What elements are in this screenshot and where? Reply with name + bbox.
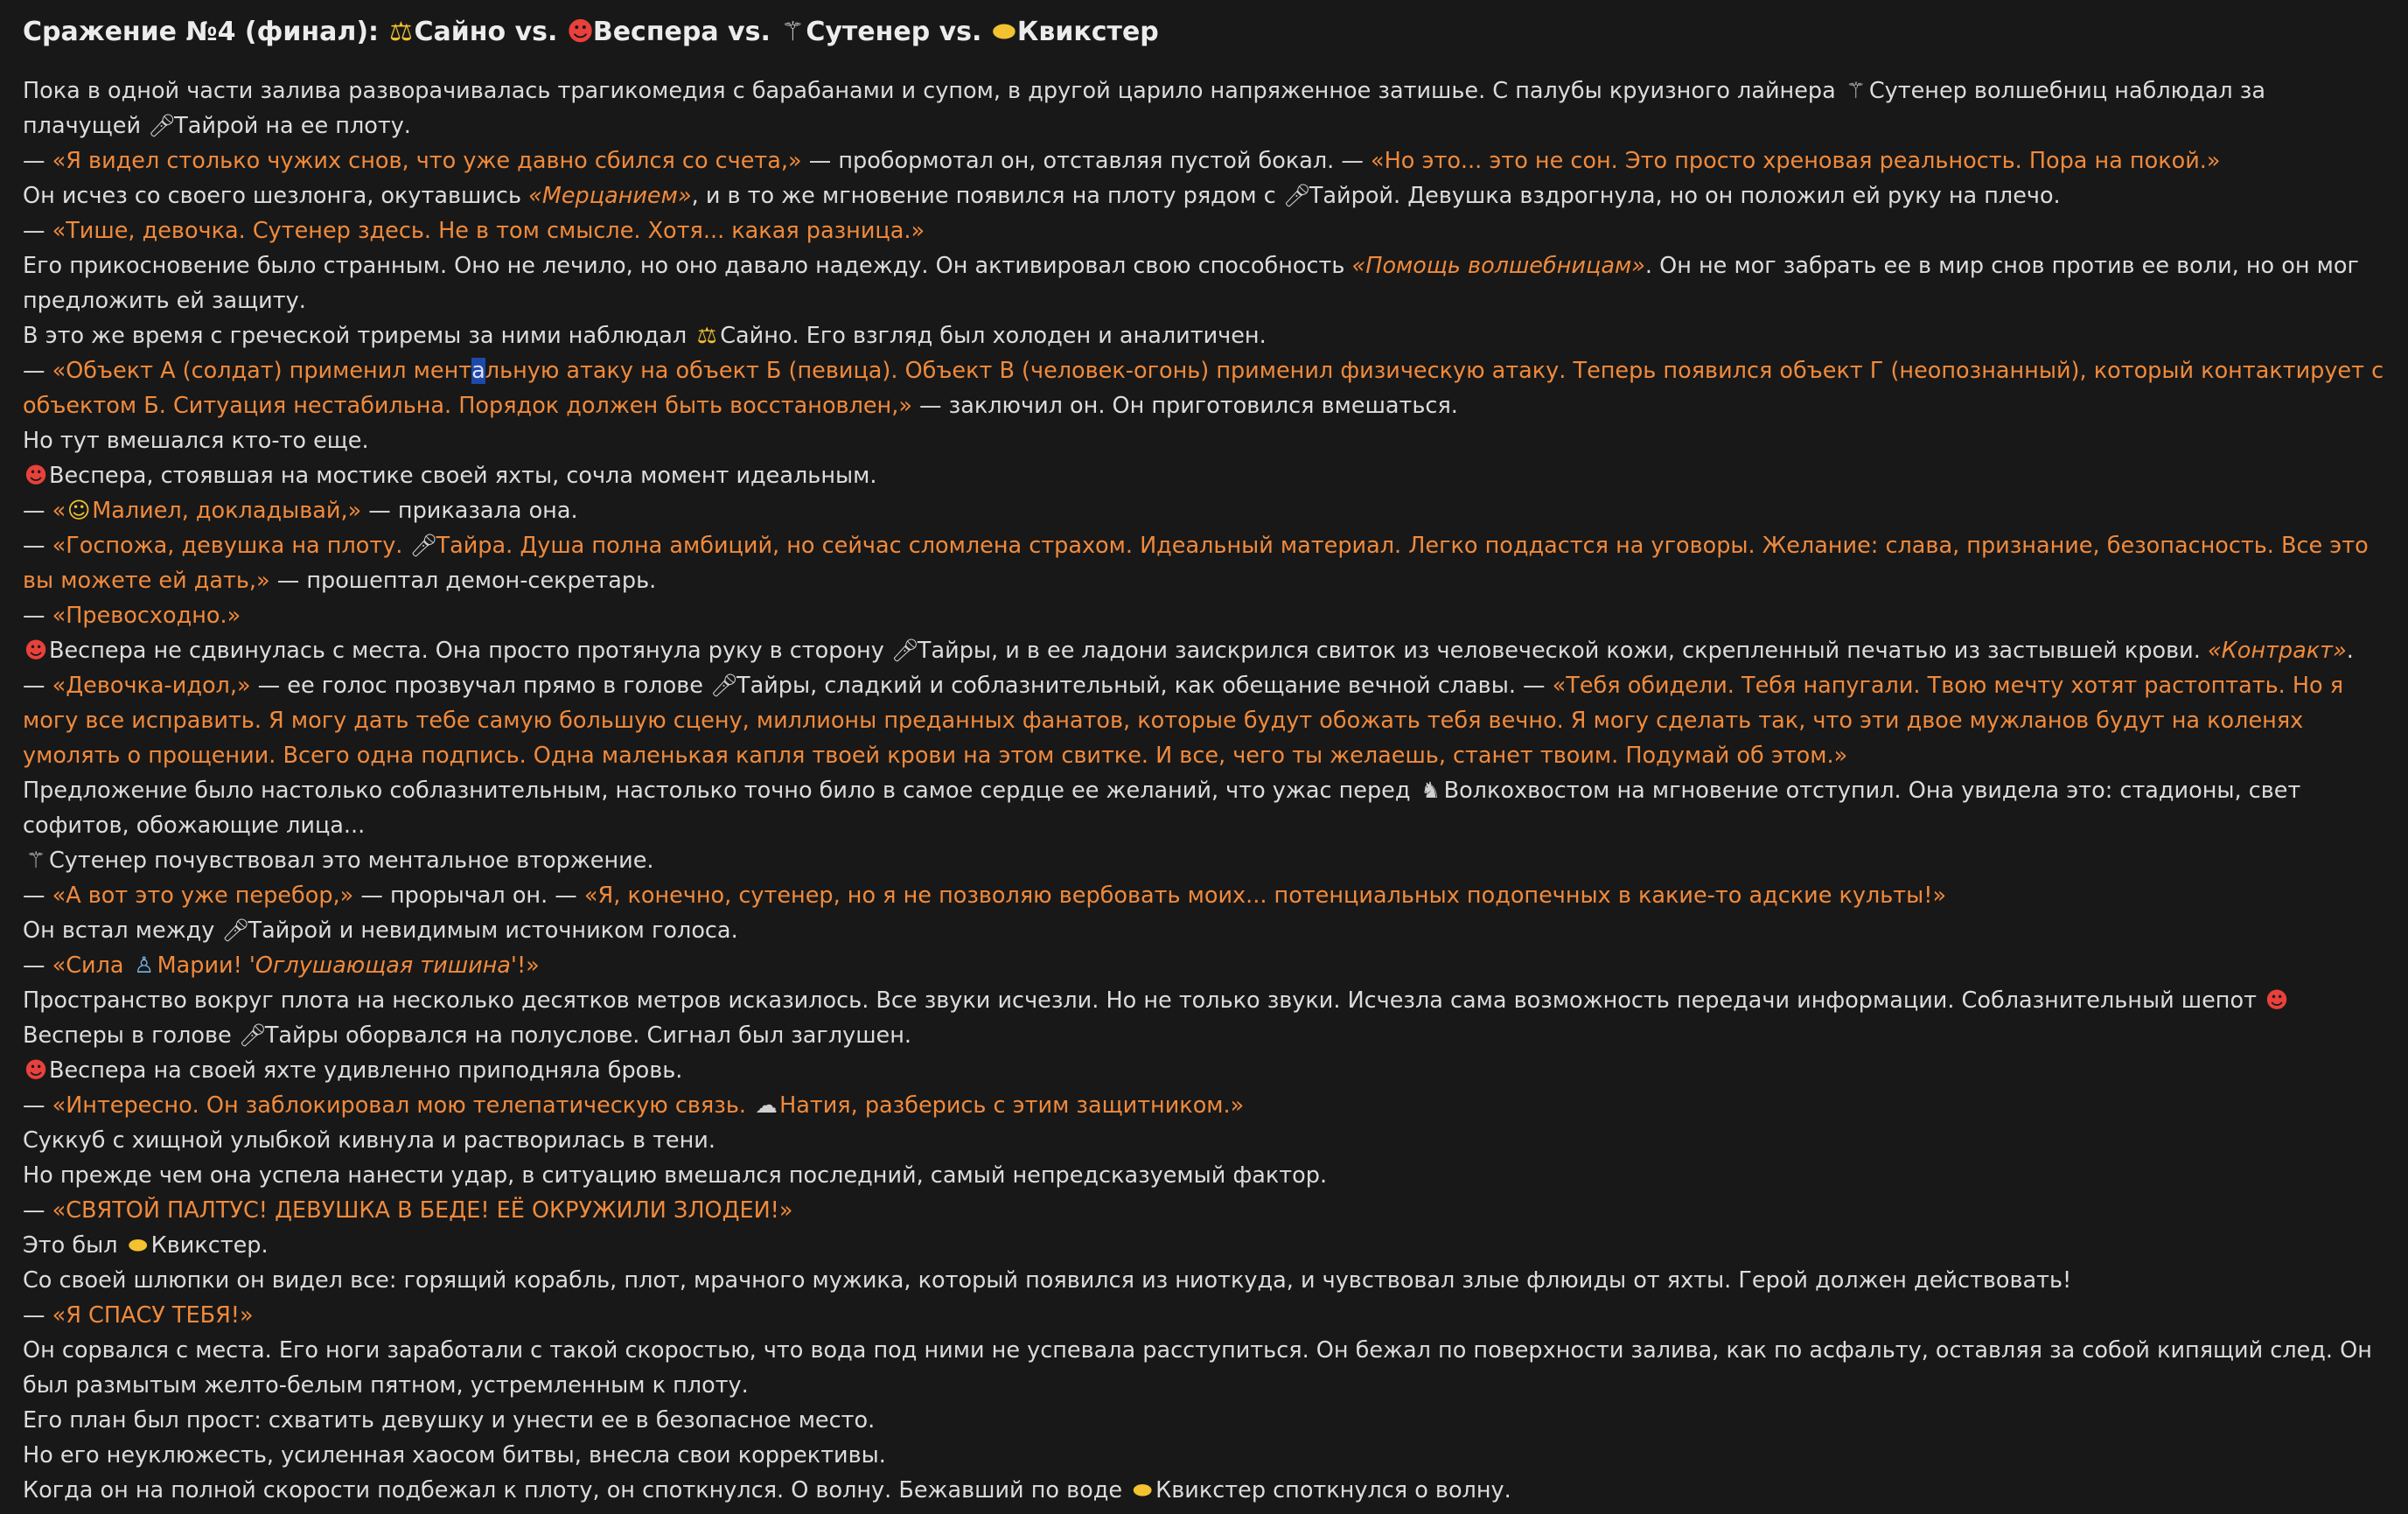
text-selection[interactable]: а — [471, 358, 485, 384]
scales-icon: ⚖ — [696, 323, 717, 349]
microphone-icon: 🎤︎ — [409, 533, 438, 559]
devil-face-icon: ☻ — [566, 17, 595, 47]
yellow-pill-icon: ⬬ — [128, 1232, 148, 1259]
paragraph-14: — «Девочка-идол,» — ее голос прозвучал прямо в голове 🎤︎Тайры, сладкий и соблазнительный, как обещание вечной славы. — «Тебя обидели. Тебя напугали. Твою мечту хотят растоптать. Но я могу все исправить. Я могу дать тебе самую большую сцену, миллионы преданных фанатов, которые будут обожать тебя вечно. Я могу сделать так, что эти двое мужланов будут на коленях умолять о прощении. Всего одна подпись. Одна маленькая капля твоей крови на этом свитке. И все, чего ты желаешь, станет твоим. Подумай об этом.» — [23, 668, 2385, 773]
paragraph-6: В это же время с греческой триремы за ними наблюдал ⚖ Сайно. Его взгляд был холоден и аналитичен. — [23, 318, 2385, 353]
paragraph-3: Он исчез со своего шезлонга, окутавшись «Мерцанием», и в то же мгновение появился на плоту рядом с 🎤︎Тайрой. Девушка вздрогнула, но он положил ей руку на плечо. — [23, 178, 2385, 213]
microphone-icon: 🎤︎ — [890, 638, 920, 664]
paragraph-24: Но прежде чем она успела нанести удар, в ситуацию вмешался последний, самый непредсказуемый фактор. — [23, 1162, 1328, 1189]
magic-wand-icon: ⚚ — [1846, 78, 1867, 104]
devil-face-icon: ☻ — [24, 1057, 48, 1084]
paragraph-30: Его план был прост: схватить девушку и унести ее в безопасное место. — [23, 1407, 876, 1434]
magic-wand-icon: ⚚ — [780, 17, 805, 47]
devil-face-icon: ☻ — [2265, 987, 2289, 1014]
paragraph-31: Но его неуклюжесть, усиленная хаосом битвы, внесла свои коррективы. — [23, 1442, 886, 1469]
paragraph-21: ☻Веспера на своей яхте удивленно приподняла бровь. — [23, 1053, 2385, 1088]
paragraph-23: Суккуб с хищной улыбкой кивнула и растворилась в тени. — [23, 1127, 715, 1154]
paragraph-4: — «Тише, девочка. Сутенер здесь. Не в том смысле. Хотя... какая разница.» — [23, 218, 925, 244]
devil-face-icon: ☻ — [24, 463, 48, 489]
paragraph-7: — «Объект А (солдат) применил ментальную атаку на объект Б (певица). Объект В (человек-огонь) применил физическую атаку. Теперь появился объект Г (неопознанный), который контактирует с объектом Б. Ситуация нестабильна. Порядок должен быть восстановлен,» — заключил он. Он приготовился вмешаться. — [23, 358, 2384, 419]
yellow-pill-icon: ⬬ — [993, 17, 1016, 47]
paragraph-13: ☻Веспера не сдвинулась с места. Она просто протянула руку в сторону 🎤︎Тайры, и в ее ладони заискрился свиток из человеческой кожи, скрепленный печатью из застывшей крови. «Контракт». — [23, 633, 2385, 668]
paragraph-15: Предложение было настолько соблазнительным, настолько точно било в самое сердце ее желаний, что ужас перед ♞ Волкохвостом на мгновение отступил. Она увидела это: стадионы, свет софитов, обожающие лица... — [23, 773, 2385, 843]
paragraph-29: Он сорвался с места. Его ноги заработали с такой скоростью, что вода под ними не успевала расступиться. Он бежал по поверхности залива, как по асфальту, оставляя за собой кипящий след. Он был размытым желто-белым пятном, устремленным к плоту. — [23, 1337, 2372, 1399]
paragraph-8: Но тут вмешался кто-то еще. — [23, 428, 369, 454]
microphone-icon: 🎤︎ — [148, 113, 177, 139]
paragraph-32: Когда он на полной скорости подбежал к плоту, он споткнулся. О волну. Бежавший по воде ⬬ Квикстер споткнулся о волну. — [23, 1473, 2385, 1508]
mage-icon: ♙ — [134, 952, 155, 979]
microphone-icon: 🎤︎ — [710, 673, 739, 699]
paragraph-11: — «Госпожа, девушка на плоту. 🎤︎Тайра. Душа полна амбиций, но сейчас сломлена страхом. Идеальный материал. Легко поддастся на уговоры. Желание: слава, признание, безопасность. Все это вы можете ей дать,» — прошептал демон-секретарь. — [23, 528, 2385, 598]
winking-face-icon: ☺ — [66, 498, 91, 524]
scales-icon: ⚖ — [389, 17, 413, 47]
paragraph-5: Его прикосновение было странным. Оно не лечило, но оно давало надежду. Он активировал свою способность «Помощь волшебницам». Он не мог забрать ее в мир снов против ее воли, но он мог предложить ей защиту. — [23, 253, 2359, 314]
paragraph-19: — «Сила ♙ Марии! 'Оглушающая тишина'!» — [23, 948, 2385, 983]
paragraph-10: — «☺Малиел, докладывай,» — приказала она. — [23, 493, 2385, 528]
yellow-pill-icon: ⬬ — [1133, 1477, 1153, 1504]
paragraph-16: ⚚ Сутенер почувствовал это ментальное вторжение. — [23, 843, 2385, 878]
paragraph-27: Со своей шлюпки он видел все: горящий корабль, плот, мрачного мужика, который появился из ниоткуда, и чувствовал злые флюиды от яхты. Герой должен действовать! — [23, 1267, 2072, 1294]
paragraph-26: Это был ⬬ Квикстер. — [23, 1228, 2385, 1263]
ghost-icon: ☁ — [755, 1092, 778, 1119]
paragraph-12: — «Превосходно.» — [23, 603, 241, 629]
microphone-icon: 🎤︎ — [238, 1022, 268, 1049]
paragraph-2: — «Я видел столько чужих снов, что уже давно сбился со счета,» — пробормотал он, отставляя пустой бокал. — «Но это... это не сон. Это просто хреновая реальность. Пора на покой.» — [23, 148, 2221, 174]
paragraph-25: — «СВЯТОЙ ПАЛТУС! ДЕВУШКА В БЕДЕ! ЕЁ ОКРУЖИЛИ ЗЛОДЕИ!» — [23, 1197, 793, 1224]
paragraph-1: Пока в одной части залива разворачивалась трагикомедия с барабанами и супом, в другой царило напряженное затишье. С палубы круизного лайнера ⚚ Сутенер волшебниц наблюдал за плачущей 🎤︎Тайрой на ее плоту. — [23, 73, 2385, 143]
page-title: Сражение №4 (финал): ⚖Сайно vs. ☻Веспера vs. ⚚Сутенер vs. ⬬Квикстер — [23, 12, 2385, 52]
paragraph-22: — «Интересно. Он заблокировал мою телепатическую связь. ☁Натия, разберись с этим защитником.» — [23, 1088, 2385, 1123]
paragraph-28: — «Я СПАСУ ТЕБЯ!» — [23, 1302, 254, 1329]
wolf-icon: ♞ — [1420, 778, 1441, 804]
paragraph-9: ☻Веспера, стоявшая на мостике своей яхты, сочла момент идеальным. — [23, 458, 2385, 493]
devil-face-icon: ☻ — [24, 638, 48, 664]
microphone-icon: 🎤︎ — [1282, 183, 1312, 209]
paragraph-18: Он встал между 🎤︎Тайрой и невидимым источником голоса. — [23, 913, 2385, 948]
paragraph-20: Пространство вокруг плота на несколько десятков метров исказилось. Все звуки исчезли. Но не только звуки. Исчезла сама возможность передачи информации. Соблазнительный шепот ☻Весперы в голове 🎤︎Тайры оборвался на полуслове. Сигнал был заглушен. — [23, 983, 2385, 1053]
microphone-icon: 🎤︎ — [221, 917, 250, 944]
paragraph-17: — «А вот это уже перебор,» — прорычал он. — «Я, конечно, сутенер, но я не позволяю вербовать моих... потенциальных подопечных в какие-то адские культы!» — [23, 883, 1947, 909]
magic-wand-icon: ⚚ — [25, 848, 46, 874]
